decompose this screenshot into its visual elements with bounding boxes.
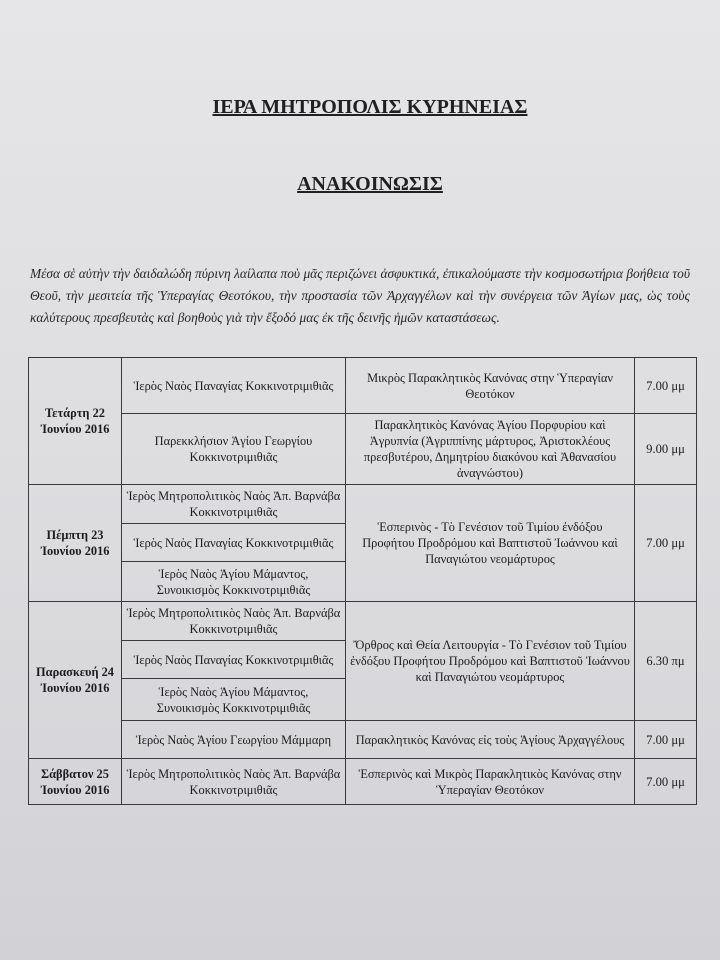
table-row [29,358,697,414]
time-cell: 9.00 μμ [635,414,697,485]
time-cell: 7.00 μμ [635,759,697,805]
document-title: ΙΕΡΑ ΜΗΤΡΟΠΟΛΙΣ ΚΥΡΗΝΕΙΑΣ [212,96,528,118]
schedule-table [28,357,697,805]
time-cell: 7.00 μμ [635,358,697,414]
time-cell: 7.00 μμ [635,485,697,602]
church-cell: Ἱερὸς Μητροπολιτικὸς Ναὸς Ἀπ. Βαρνάβα Κοκκινοτριμιθιᾶς [122,485,346,524]
intro-paragraph: Μέσα σὲ αὐτὴν τὴν δαιδαλώδη πύρινη λαίλαπα ποὺ μᾶς περιζώνει ἀσφυκτικά, ἐπικαλούμαστε τὴν κοσμοσωτήρια βοήθεια τοῦ Θεοῦ, τὴν μεσιτεία τῆς Ὑπεραγίας Θεοτόκου, τὴν προστασία τῶν Ἀρχαγγέλων καὶ τὴν συνέργεια τῶν Ἁγίων μας, ὡς τοὺς καλύτερους πρεσβευτὰς καὶ βοηθοὺς γιὰ τὴν ἔξοδό μας ἐκ τῆς δεινῆς ἡμῶν καταστάσεως. [30,266,690,325]
time-cell: 7.00 μμ [635,721,697,759]
church-cell: Ἱερὸς Ναὸς Ἁγίου Γεωργίου Μάμμαρη [122,721,346,759]
service-cell: Ἑσπερινὸς - Τὸ Γενέσιον τοῦ Τιμίου ἐνδόξου Προφήτου Προδρόμου καὶ Βαπτιστοῦ Ἰωάννου καὶ Παναγιώτου νεομάρτυρος [346,485,635,602]
church-cell: Ἱερὸς Μητροπολιτικὸς Ναὸς Ἀπ. Βαρνάβα Κοκκινοτριμιθιᾶς [122,759,346,805]
day-cell: Τετάρτη 22 Ἰουνίου 2016 [29,358,122,485]
table-row [29,602,697,641]
church-cell: Ἱερὸς Ναὸς Παναγίας Κοκκινοτριμιθιᾶς [122,524,346,562]
table-row [29,414,697,485]
service-cell: Μικρὸς Παρακλητικὸς Κανόνας στην Ὑπεραγίαν Θεοτόκον [346,358,635,414]
day-cell: Παρασκευή 24 Ἰουνίου 2016 [29,602,122,759]
table-row [29,721,697,759]
service-cell: Ἑσπερινὸς καὶ Μικρὸς Παρακλητικὸς Κανόνας στην Ὑπεραγίαν Θεοτόκον [346,759,635,805]
church-cell: Ἱερὸς Ναὸς Ἁγίου Μάμαντος, Συνοικισμὸς Κοκκινοτριμιθιᾶς [122,562,346,602]
table-row [29,485,697,524]
church-cell: Ἱερὸς Ναὸς Ἁγίου Μάμαντος, Συνοικισμὸς Κοκκινοτριμιθιᾶς [122,679,346,721]
service-cell: Παρακλητικὸς Κανόνας εἰς τοὺς Ἁγίους Ἀρχαγγέλους [346,721,635,759]
church-cell: Ἱερὸς Μητροπολιτικὸς Ναὸς Ἀπ. Βαρνάβα Κοκκινοτριμιθιᾶς [122,602,346,641]
church-cell: Παρεκκλήσιον Ἁγίου Γεωργίου Κοκκινοτριμιθιᾶς [122,414,346,485]
table-row [29,759,697,805]
time-cell: 6.30 πμ [635,602,697,721]
church-cell: Ἱερὸς Ναὸς Παναγίας Κοκκινοτριμιθιᾶς [122,358,346,414]
document-subtitle: ΑΝΑΚΟΙΝΩΣΙΣ [297,173,443,195]
service-cell: Ὄρθρος καὶ Θεία Λειτουργία - Τὸ Γενέσιον τοῦ Τιμίου ἐνδόξου Προφήτου Προδρόμου καὶ Βαπτιστοῦ Ἰωάννου καὶ Παναγιώτου νεομάρτυρος [346,602,635,721]
day-cell: Πέμπτη 23 Ἰουνίου 2016 [29,485,122,602]
day-cell: Σάββατον 25 Ἰουνίου 2016 [29,759,122,805]
church-cell: Ἱερὸς Ναὸς Παναγίας Κοκκινοτριμιθιᾶς [122,641,346,679]
service-cell: Παρακλητικὸς Κανόνας Ἁγίου Πορφυρίου καὶ Ἀγρυπνία (Ἀγριππίνης μάρτυρος, Ἀριστοκλέους πρεσβυτέρου, Δημητρίου διακόνου καὶ Ἀθανασίου ἀναγνώστου) [346,414,635,485]
